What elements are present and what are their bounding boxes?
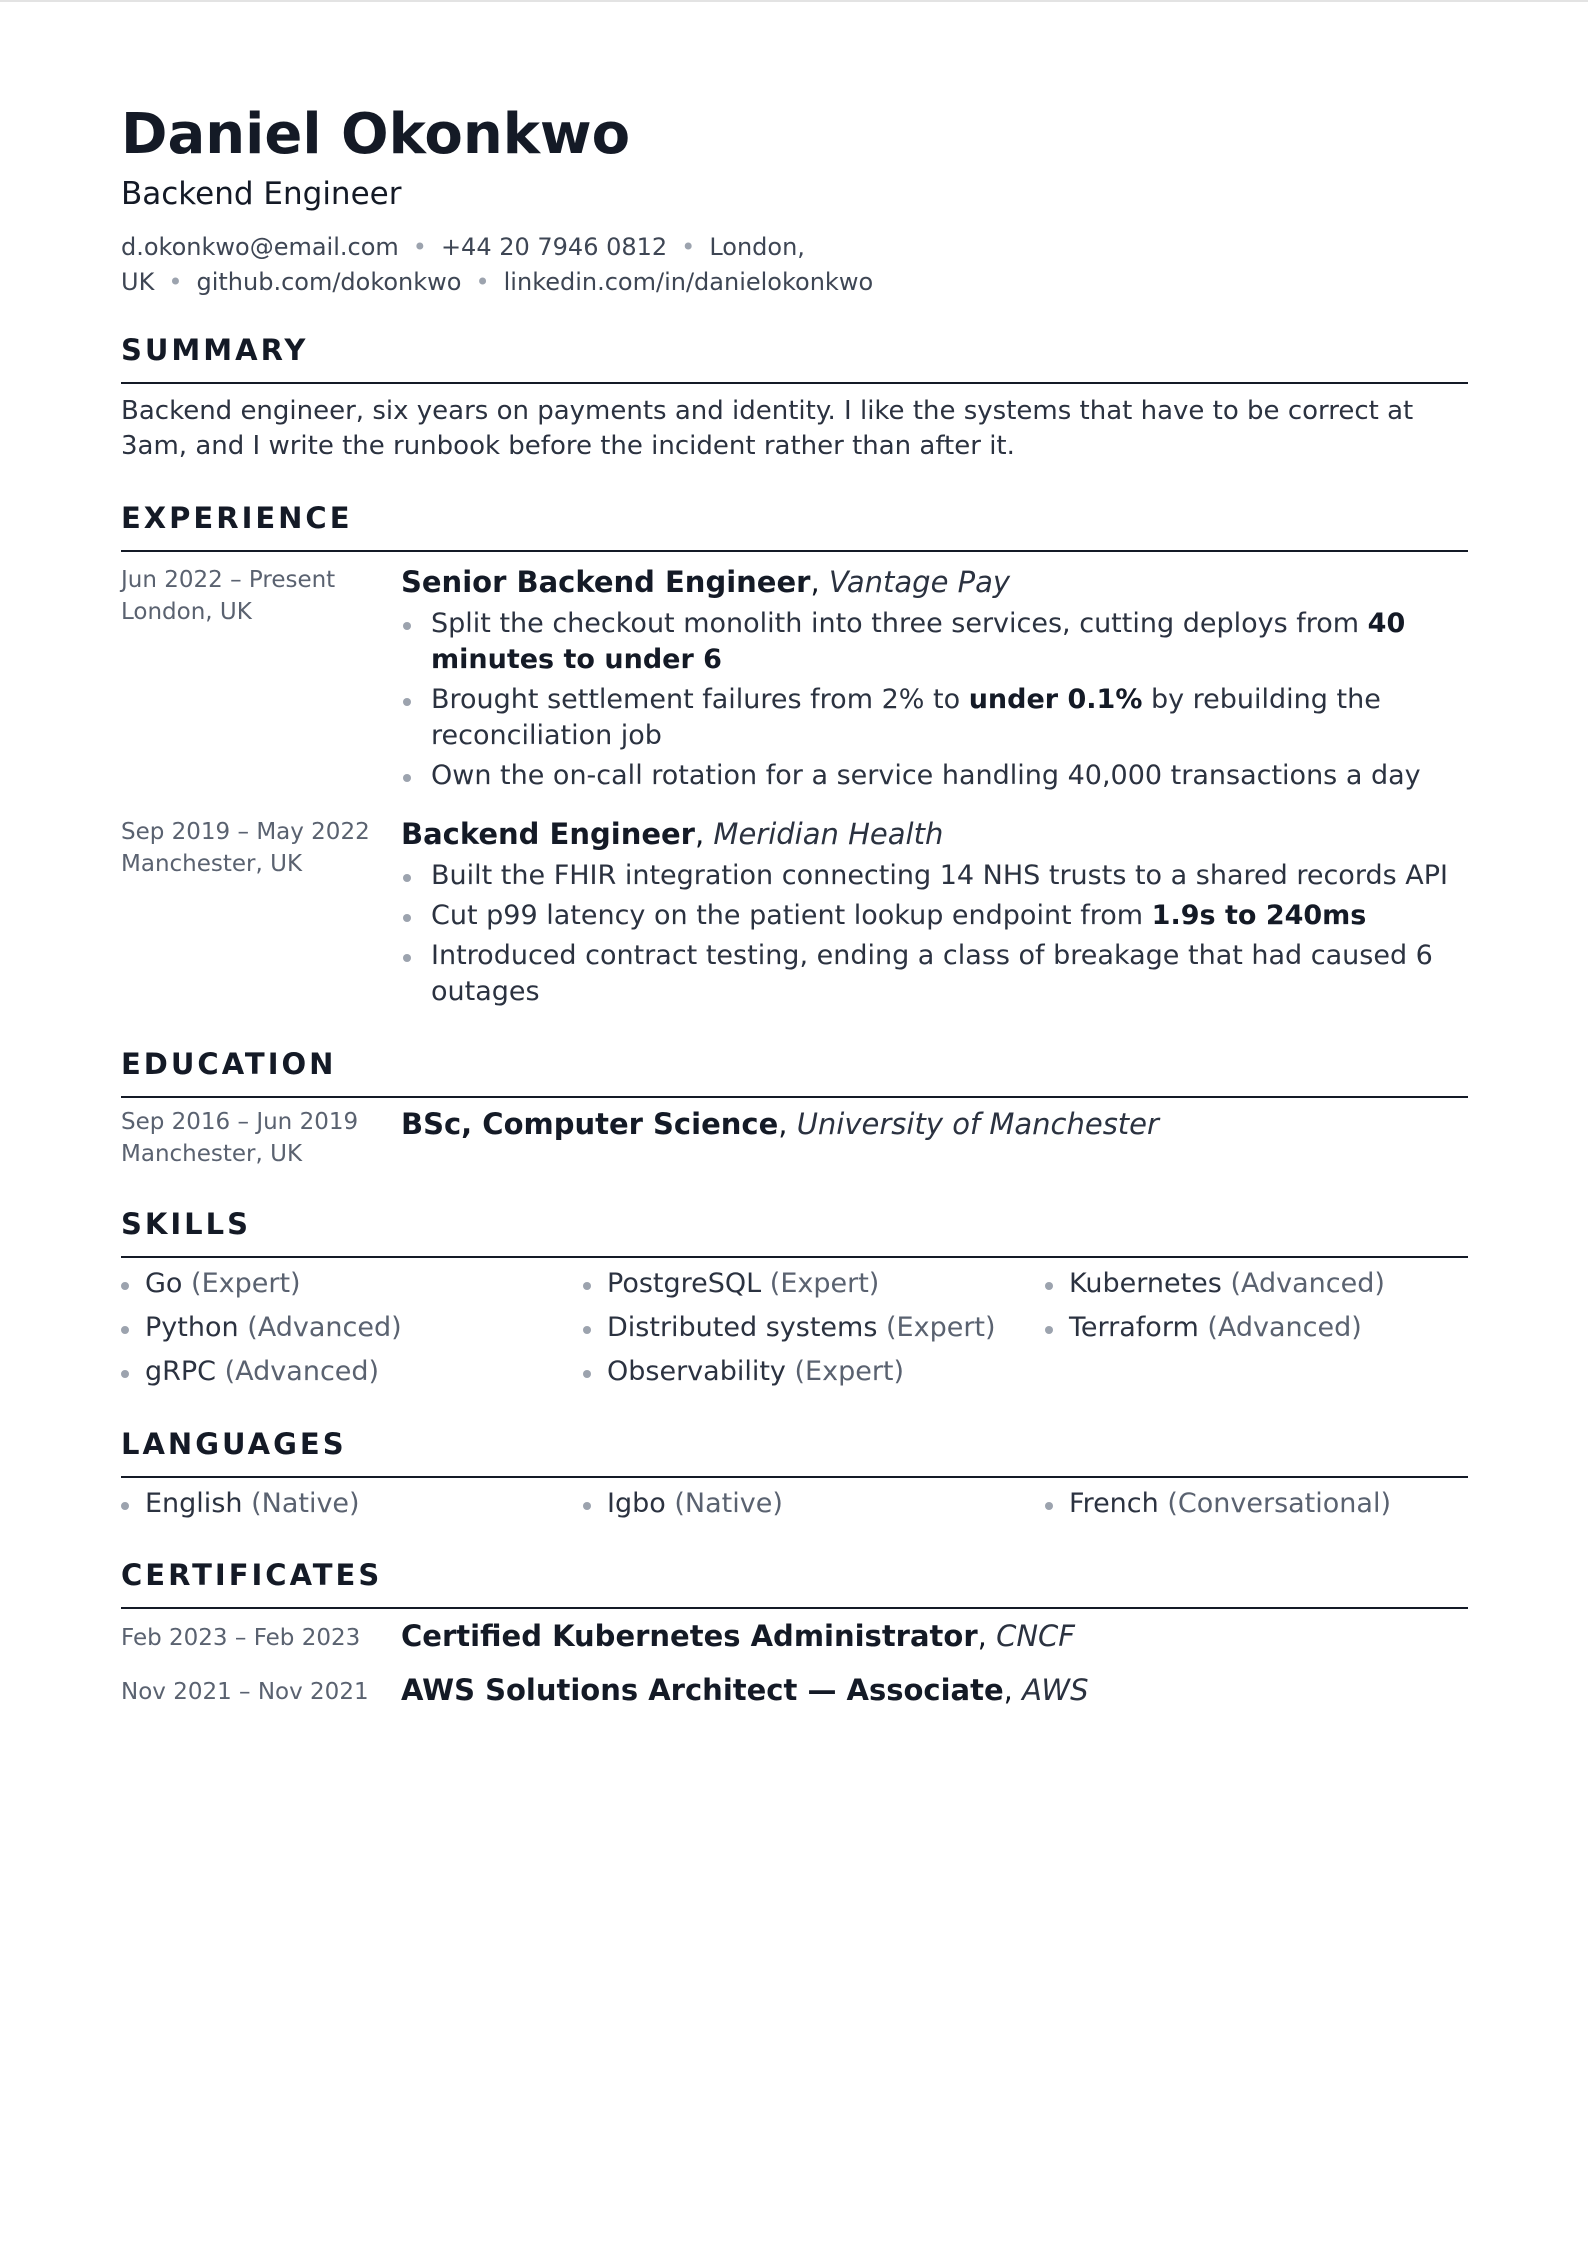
skill-name: Observability [607, 1356, 786, 1387]
certificate-dates: Feb 2023 – Feb 2023 [121, 1625, 361, 1651]
skill-level: (Advanced) [224, 1356, 380, 1387]
separator-dot: • [412, 233, 427, 261]
bullet-highlight: under 0.1% [968, 684, 1143, 715]
entry-body [401, 564, 1468, 798]
title-separator: , [977, 1619, 997, 1653]
certificate-title [401, 1672, 1089, 1708]
language-item [1045, 1486, 1391, 1522]
skill-item [1045, 1310, 1362, 1346]
section-title: SUMMARY [121, 333, 309, 367]
bullet-highlight: 40 minutes to under 6 [431, 608, 1406, 675]
entry-dates: Sep 2019 – May 2022 [121, 819, 370, 845]
skill-level: (Advanced) [247, 1312, 402, 1343]
bullet-item [401, 858, 1468, 894]
contact-email[interactable]: d.okonkwo@email.com [121, 233, 399, 261]
section-title: SKILLS [121, 1207, 251, 1241]
certificate-name: Certified Kubernetes Administrator [401, 1619, 978, 1653]
skill-name: Terraform [1069, 1312, 1199, 1343]
entry-location: Manchester, UK [121, 1141, 303, 1167]
skill-item [1045, 1266, 1385, 1302]
entry-location: Manchester, UK [121, 851, 303, 877]
bullet-text: Introduced contract testing, ending a class of breakage that had caused 6 outages [431, 940, 1433, 1007]
entry-meta [121, 564, 391, 628]
language-item [583, 1486, 783, 1522]
entry-dates: Sep 2016 – Jun 2019 [121, 1109, 359, 1135]
entry-body [401, 816, 1468, 1014]
title-separator: , [1003, 1673, 1023, 1707]
candidate-role: Backend Engineer [121, 176, 402, 212]
separator-dot: • [681, 233, 696, 261]
separator-dot: • [168, 268, 183, 296]
section-experience-header [121, 498, 1468, 552]
contact-phone[interactable]: +44 20 7946 0812 [440, 233, 668, 261]
skill-name: Kubernetes [1069, 1268, 1222, 1299]
section-title: CERTIFICATES [121, 1558, 383, 1592]
certificate-title [401, 1618, 1075, 1654]
school-name: University of Manchester [796, 1107, 1159, 1141]
language-name: English [145, 1488, 243, 1519]
bullet-text: Built the FHIR integration connecting 14 NHS trusts to a shared records API [431, 860, 1448, 891]
degree-name: BSc, Computer Science [401, 1107, 779, 1141]
skill-item [121, 1266, 301, 1302]
bullet-list [401, 858, 1468, 1010]
language-level: (Native) [674, 1488, 783, 1519]
contact-line [121, 230, 874, 300]
skill-item [121, 1310, 402, 1346]
bullet-item [401, 606, 1468, 678]
skill-item [121, 1354, 379, 1390]
bullet-text: Brought settlement failures from 2% to [431, 684, 969, 715]
bullet-text: Own the on-call rotation for a service handling 40,000 transactions a day [431, 760, 1421, 791]
section-education-header [121, 1044, 1468, 1098]
section-title: LANGUAGES [121, 1427, 347, 1461]
job-title: Senior Backend Engineer [401, 565, 811, 599]
separator-dot: • [475, 268, 490, 296]
title-separator: , [778, 1107, 797, 1141]
certificate-name: AWS Solutions Architect — Associate [401, 1673, 1004, 1707]
contact-github[interactable]: github.com/dokonkwo [196, 268, 462, 296]
bullet-highlight: 1.9s to 240ms [1151, 900, 1367, 931]
entry-dates: Jun 2022 – Present [121, 567, 336, 593]
bullet-text: Cut p99 latency on the patient lookup endpoint from [431, 900, 1152, 931]
job-title: Backend Engineer [401, 817, 695, 851]
language-name: French [1069, 1488, 1159, 1519]
title-separator: , [810, 565, 829, 599]
entry-body [401, 1106, 1468, 1142]
bullet-list [401, 606, 1468, 794]
language-item [121, 1486, 360, 1522]
entry-title [401, 1106, 1468, 1142]
section-languages-header [121, 1424, 1468, 1478]
section-skills-header [121, 1204, 1468, 1258]
section-summary-header [121, 330, 1468, 384]
bullet-item [401, 898, 1468, 934]
skill-level: (Expert) [886, 1312, 996, 1343]
bullet-item [401, 682, 1468, 754]
entry-meta [121, 816, 391, 880]
skill-item [583, 1266, 879, 1302]
skill-item [583, 1310, 996, 1346]
entry-location: London, UK [121, 599, 252, 625]
bullet-item [401, 938, 1468, 1010]
skill-level: (Advanced) [1230, 1268, 1385, 1299]
entry-title [401, 816, 1468, 852]
company-name: Meridian Health [713, 817, 944, 851]
section-title: EXPERIENCE [121, 501, 353, 535]
certificate-dates: Nov 2021 – Nov 2021 [121, 1679, 369, 1705]
skill-name: PostgreSQL [607, 1268, 762, 1299]
section-certificates-header [121, 1555, 1468, 1609]
skill-name: Distributed systems [607, 1312, 878, 1343]
contact-location-part1: London, [709, 233, 805, 261]
title-separator: , [694, 817, 714, 851]
candidate-name: Daniel Okonkwo [121, 102, 631, 167]
certificate-issuer: CNCF [996, 1619, 1075, 1653]
skill-name: gRPC [145, 1356, 217, 1387]
skill-level: (Expert) [769, 1268, 880, 1299]
summary-text: Backend engineer, six years on payments and identity. I like the systems that have to be correct at 3am, and I write the runbook before the incident rather than after it. [121, 396, 1414, 461]
entry-title [401, 564, 1468, 600]
section-title: EDUCATION [121, 1047, 337, 1081]
bullet-text: by rebuilding the reconciliation job [431, 684, 1381, 751]
bullet-item [401, 758, 1468, 794]
certificate-issuer: AWS [1022, 1673, 1089, 1707]
skill-name: Go [145, 1268, 183, 1299]
entry-meta [121, 1106, 391, 1170]
company-name: Vantage Pay [828, 565, 1011, 599]
skill-level: (Advanced) [1207, 1312, 1362, 1343]
bullet-text: Split the checkout monolith into three services, cutting deploys from [431, 608, 1368, 639]
skill-level: (Expert) [191, 1268, 301, 1299]
language-level: (Conversational) [1167, 1488, 1391, 1519]
contact-location-part2: UK [121, 268, 155, 296]
skill-level: (Expert) [794, 1356, 905, 1387]
skill-item [583, 1354, 904, 1390]
language-level: (Native) [251, 1488, 360, 1519]
language-name: Igbo [607, 1488, 666, 1519]
contact-linkedin[interactable]: linkedin.com/in/danielokonkwo [503, 268, 874, 296]
skill-name: Python [145, 1312, 239, 1343]
